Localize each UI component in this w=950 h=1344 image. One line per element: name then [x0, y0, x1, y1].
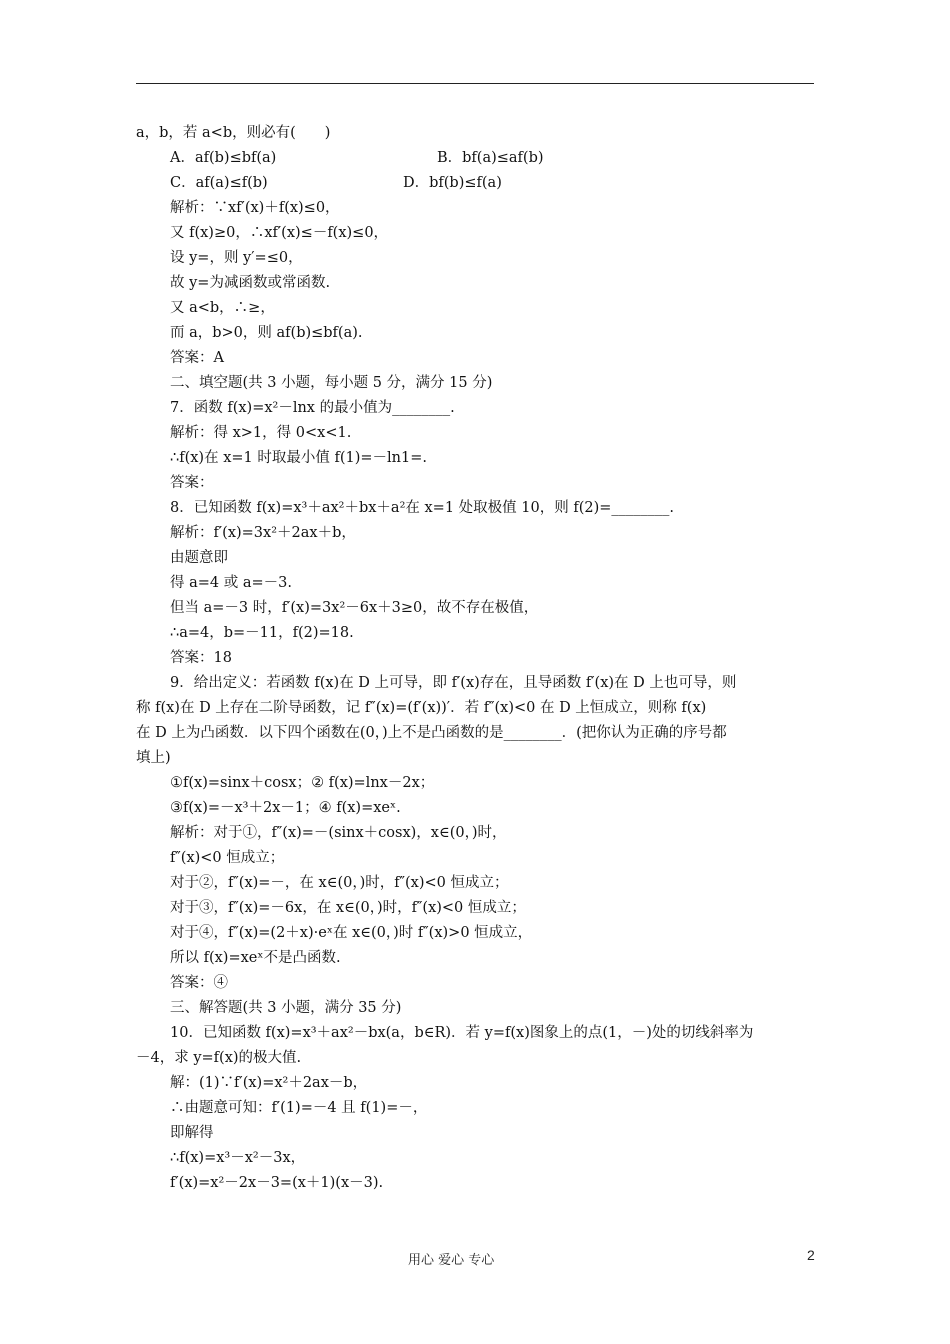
text-line: 由题意即: [170, 550, 228, 566]
text-line: 解析：对于①，f″(x)=－(sinx＋cosx)，x∈(0，)时，: [170, 825, 507, 841]
text-line: 对于④，f″(x)=(2＋x)·eˣ在 x∈(0，)时 f″(x)>0 恒成立，: [170, 925, 533, 941]
text-line: 又 f(x)≥0，∴xf′(x)≤－f(x)≤0，: [170, 225, 389, 241]
text-line: 7．函数 f(x)=x²－lnx 的最小值为________.: [170, 400, 455, 416]
text-line: 得 a=4 或 a=－3.: [170, 575, 292, 591]
text-line: ∴由题意可知：f′(1)=－4 且 f(1)=－，: [170, 1100, 428, 1116]
text-line: 而 a，b>0，则 af(b)≤bf(a).: [170, 325, 363, 341]
text-line: 三、解答题(共 3 小题，满分 35 分): [170, 1000, 402, 1016]
page-number: 2: [807, 1247, 815, 1263]
text-line: 9．给出定义：若函数 f(x)在 D 上可导，即 f′(x)存在，且导函数 f′(x)在 D 上也可导，则: [170, 675, 737, 691]
text-line: C．af(a)≤f(b): [170, 175, 268, 191]
text-line: 填上): [136, 750, 171, 766]
footer-slogan: 用心 爱心 专心: [408, 1253, 495, 1268]
text-line: 称 f(x)在 D 上存在二阶导函数，记 f″(x)=(f′(x))′．若 f″(x)<0 在 D 上恒成立，则称 f(x): [136, 700, 707, 716]
text-line: 设 y=，则 y′=≤0，: [170, 250, 303, 266]
text-line: －4，求 y=f(x)的极大值.: [136, 1050, 302, 1066]
text-line: ∴f(x)在 x=1 时取最小值 f(1)=－ln1=.: [170, 450, 427, 466]
text-line: 8．已知函数 f(x)=x³＋ax²＋bx＋a²在 x=1 处取极值 10，则 f(2)=________.: [170, 500, 674, 516]
text-line: 答案：: [170, 475, 214, 491]
text-line: 二、填空题(共 3 小题，每小题 5 分，满分 15 分): [170, 375, 493, 391]
text-line: A．af(b)≤bf(a): [170, 150, 277, 166]
text-line: 对于②，f″(x)=－，在 x∈(0，)时，f″(x)<0 恒成立；: [170, 875, 509, 891]
text-line: 在 D 上为凸函数．以下四个函数在(0，)上不是凸函数的是________．(把你认为正确的序号都: [136, 725, 727, 741]
text-line: f″(x)<0 恒成立；: [170, 850, 285, 866]
text-line: ③f(x)=－x³＋2x－1；④ f(x)=xeˣ.: [170, 800, 401, 816]
text-line: 但当 a=－3 时，f′(x)=3x²－6x＋3≥0，故不存在极值，: [170, 600, 539, 616]
text-line: B．bf(a)≤af(b): [437, 150, 544, 166]
text-line: 解：(1)∵f′(x)=x²＋2ax－b，: [170, 1075, 368, 1091]
text-line: 解析：得 x>1，得 0<x<1.: [170, 425, 352, 441]
text-line: ①f(x)=sinx＋cosx；② f(x)=lnx－2x；: [170, 775, 435, 791]
text-line: ∴a=4，b=－11，f(2)=18.: [170, 625, 354, 641]
text-line: 解析：∵xf′(x)＋f(x)≤0，: [170, 200, 340, 216]
text-line: a，b，若 a<b，则必有( ): [136, 125, 331, 141]
text-line: 故 y=为减函数或常函数.: [170, 275, 331, 291]
text-line: D．bf(b)≤f(a): [403, 175, 502, 191]
text-line: 解析：f′(x)=3x²＋2ax＋b，: [170, 525, 356, 541]
text-line: 对于③，f″(x)=－6x，在 x∈(0，)时，f″(x)<0 恒成立；: [170, 900, 526, 916]
text-line: 又 a<b，∴≥，: [170, 300, 275, 316]
text-line: 答案：18: [170, 650, 232, 666]
text-line: 所以 f(x)=xeˣ不是凸函数.: [170, 950, 341, 966]
text-line: 答案：④: [170, 975, 228, 991]
text-line: 即解得: [170, 1125, 214, 1141]
text-line: 答案：A: [170, 350, 224, 366]
text-line: ∴f(x)=x³－x²－3x，: [170, 1150, 306, 1166]
text-line: f′(x)=x²－2x－3=(x＋1)(x－3).: [170, 1175, 384, 1191]
text-line: 10．已知函数 f(x)=x³＋ax²－bx(a，b∈R)．若 y=f(x)图象上的点(1，－)处的切线斜率为: [170, 1025, 754, 1041]
